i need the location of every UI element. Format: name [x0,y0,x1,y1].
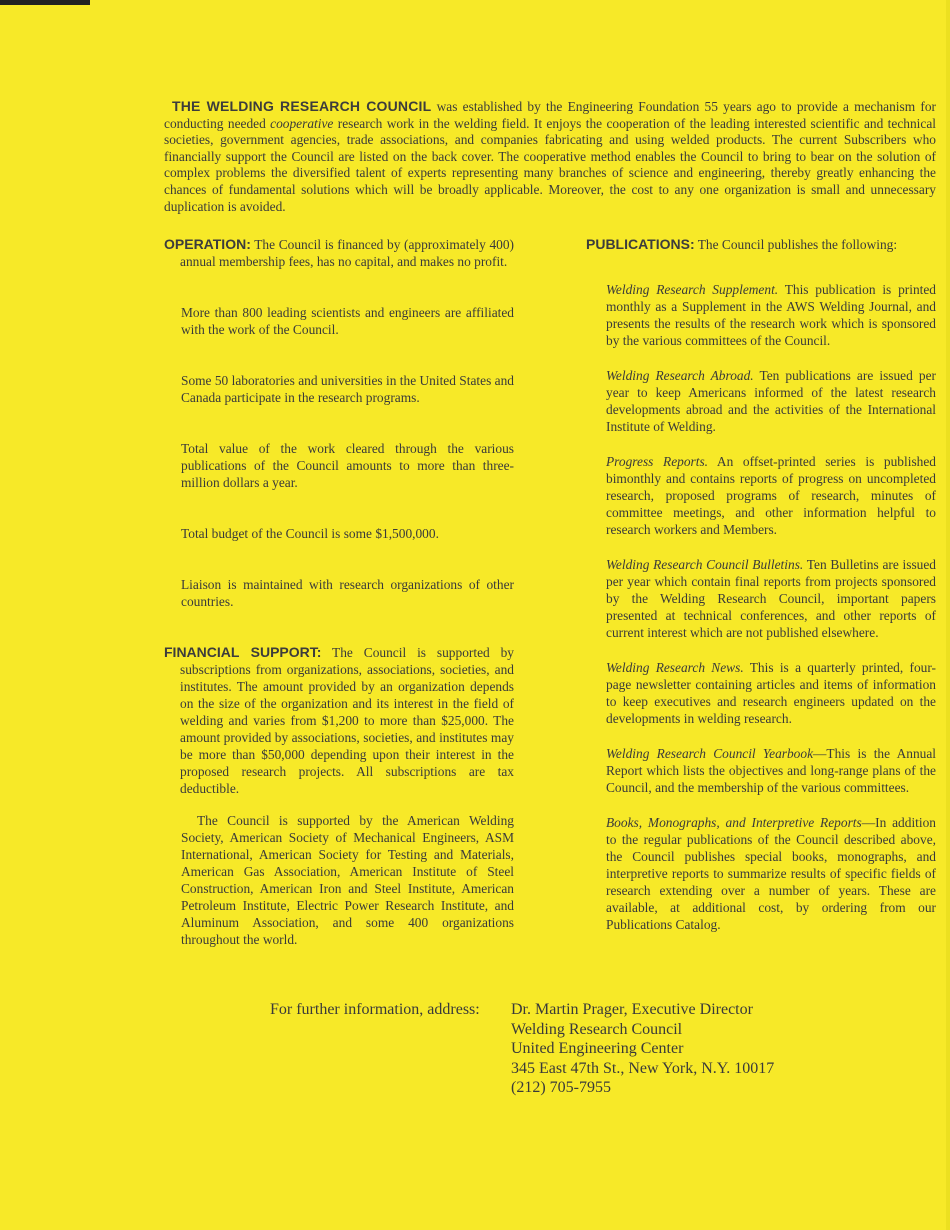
publication-title: Welding Research Council Yearbook [606,746,814,761]
publication-title: Books, Monographs, and Interpretive Reports [606,815,862,830]
publication-text: Ten Bulletins are issued per year which contain final reports from projects sponsored by the Welding Research Council, important papers presented at technical conferences, and other reports of current interest which are not published elsewhere. [606,557,936,640]
top-edge-mark [0,0,90,5]
address-line: (212) 705-7955 [511,1079,611,1096]
publication-item [586,745,936,796]
left-column [164,236,514,948]
intro-text-after: research work in the welding field. It enjoys the cooperation of the leading interested scientific and technical societies, government agencies, trade associations, and companies fabricating and using welded products. The current Subscribers who financially support the Council are listed on the back cover. The cooperative method enables the Council to bring to bear on the solution of complex problems the diversified talent of experts representing many branches of science and engineering, thereby greatly enhancing the chances of fundamental solutions which will be broadly applicable. Moreover, the cost to any one organization is small and unnecessary duplication is avoided. [164,115,936,214]
publications-heading: PUBLICATIONS: [586,236,695,252]
publications-lead-text: The Council publishes the following: [694,237,898,252]
publication-item [586,281,936,349]
operation-lead-text: The Council is financed by (approximately 400) annual membership fees, has no capital, and makes no profit. [180,237,514,269]
operation-item: Total value of the work cleared through the various publications of the Council amounts to more than three-million dollars a year. [181,441,514,490]
intro-paragraph [164,98,936,215]
publication-text: This publication is printed monthly as a Supplement in the AWS Welding Journal, and presents the results of the research work which is sponsored by the various committees of the Council. [606,282,936,348]
operation-item: More than 800 leading scientists and engineers are affiliated with the work of the Council. [181,305,514,337]
publication-item [586,453,936,538]
operation-item: Liaison is maintained with research organizations of other countries. [181,577,514,609]
financial-lead-text: The Council is supported by subscriptions from organizations, associations, societies, and institutes. The amount provided by an organization depends on the size of the organization and its interest in the field of welding and varies from $1,200 to more than $25,000. The amount provided by associations, societies, and institutes may be more than $50,000 depending upon their interest in the proposed research projects. All subscriptions are tax deductible. [180,645,514,796]
publication-item [586,659,936,727]
address-line: Welding Research Council [511,1020,683,1038]
operation-lead [164,236,514,270]
publication-item [586,556,936,641]
publication-title: Welding Research Council Bulletins. [606,557,804,572]
publication-text: —This is the Annual Report which lists the objectives and long-range plans of the Council, and the membership of the various committees. [606,746,937,795]
address-line: 345 East 47th St., New York, N.Y. 10017 [511,1059,775,1077]
intro-text-before: was established by the Engineering Foundation 55 years ago to provide a mechanism for conducting needed [164,99,936,131]
contact-label: For further information, address: [270,1001,480,1018]
operation-item: Some 50 laboratories and universities in the United States and Canada participate in the research programs. [181,373,514,405]
financial-supporters: The Council is supported by the American Welding Society, American Society of Mechanical Engineers, ASM International, American Society for Testing and Materials, American Gas Association, American Institute of Steel Construction, American Iron and Steel Institute, American Petroleum Institute, Electric Power Research Institute, and Aluminum Association, and some 400 organizations throughout the world. [181,813,514,947]
contact-address [511,1000,774,1098]
operation-item: Total budget of the Council is some $1,500,000. [181,526,439,541]
publication-title: Welding Research Abroad. [606,368,754,383]
address-line: United Engineering Center [511,1040,684,1057]
publication-text: Ten publications are issued per year to keep Americans informed of the latest research developments abroad and the activities of the International Institute of Welding. [606,368,936,434]
publication-title: Progress Reports. [606,454,709,469]
publication-title: Welding Research News. [606,660,744,675]
publication-text: An offset-printed series is published bimonthly and contains reports of progress on uncompleted research, proposed programs of research, minutes of committee meetings, and other information helpful to research workers and Members. [606,454,936,537]
publication-text: This is a quarterly printed, four-page newsletter containing articles and items of information to keep executives and research engineers updated on the developments in welding research. [606,660,937,726]
intro-heading: THE WELDING RESEARCH COUNCIL [172,98,432,114]
right-edge-shade [946,0,950,1230]
publication-item [586,814,936,933]
publication-text: —In addition to the regular publications of the Council described above, the Council publishes special books, monographs, and interpretive reports to summarize results of specific fields of research extending over a number of years. These are available, at additional cost, by ordering from our Publications Catalog. [606,815,936,932]
publication-item [586,367,936,435]
financial-lead [164,644,514,797]
right-column [586,236,936,933]
operation-heading: OPERATION: [164,236,251,252]
financial-heading: FINANCIAL SUPPORT: [164,644,322,660]
publication-title: Welding Research Supplement. [606,282,779,297]
publications-lead [586,236,936,253]
intro-italic: cooperative [270,115,334,131]
address-line: Dr. Martin Prager, Executive Director [511,1001,753,1018]
